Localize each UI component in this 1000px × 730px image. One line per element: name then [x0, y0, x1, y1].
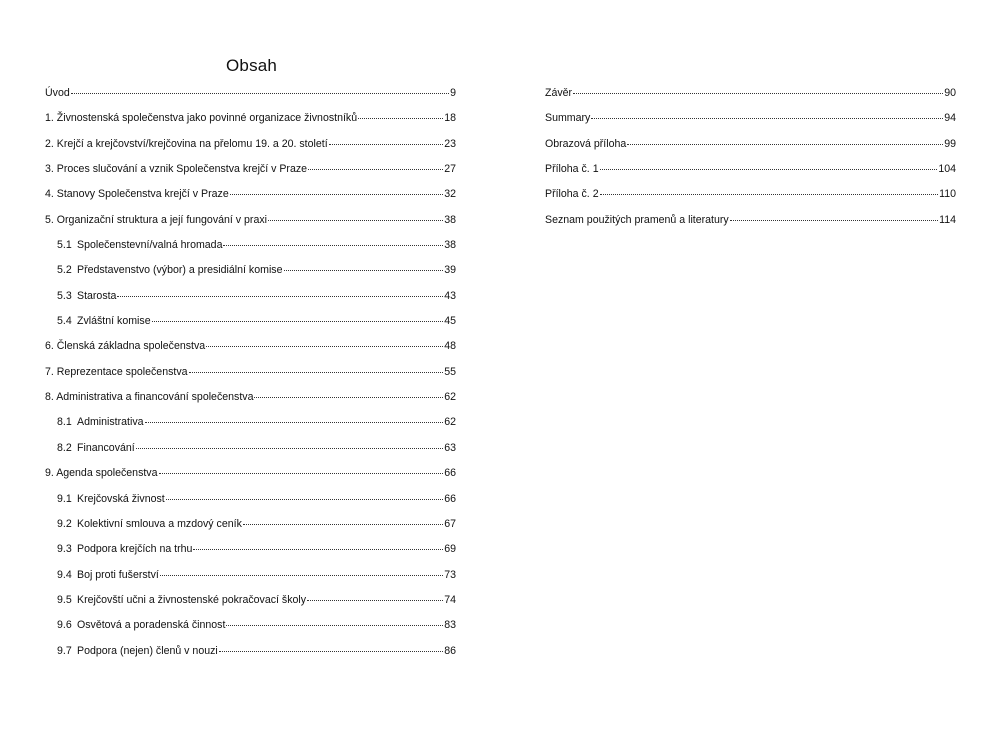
dot-leader — [71, 92, 449, 94]
toc-entry-page: 74 — [444, 593, 456, 606]
toc-entry-page: 39 — [444, 264, 456, 277]
dot-leader — [145, 421, 444, 423]
toc-subentry[interactable] — [45, 441, 456, 466]
toc-entry[interactable] — [545, 137, 956, 162]
dot-leader — [254, 396, 443, 398]
toc-entry[interactable] — [45, 111, 456, 136]
toc-entry-page: 55 — [444, 365, 456, 378]
toc-entry-label: Boj proti fušerství — [77, 568, 159, 581]
dot-leader — [166, 498, 443, 500]
toc-entry-label: Podpora (nejen) členů v nouzi — [77, 644, 218, 657]
dot-leader — [152, 320, 444, 322]
toc-entry-number: 9.6 — [57, 619, 72, 632]
toc-entry-label: 5. Organizační struktura a její fungování v praxi — [45, 213, 267, 226]
dot-leader — [627, 143, 943, 145]
toc-entry[interactable] — [45, 390, 456, 415]
toc-entry-label: Summary — [545, 112, 591, 125]
toc-entry-page: 62 — [444, 391, 456, 404]
toc-entry-page: 63 — [444, 441, 456, 454]
toc-subentry[interactable] — [45, 644, 456, 669]
toc-entry-label: Příloha č. 1 — [545, 163, 599, 176]
dot-leader — [219, 650, 443, 652]
dot-leader — [189, 371, 444, 373]
toc-entry-page: 43 — [444, 289, 456, 302]
dot-leader — [159, 472, 444, 474]
toc-entry-page: 73 — [444, 568, 456, 581]
toc-entry[interactable] — [545, 213, 956, 238]
toc-entry-number: 9.3 — [57, 543, 72, 556]
toc-entry-page: 38 — [444, 213, 456, 226]
toc-entry-label: Společenstevní/valná hromada — [77, 239, 223, 252]
toc-entry-label: 7. Reprezentace společenstva — [45, 365, 188, 378]
toc-entry-number: 5.4 — [57, 315, 72, 328]
toc-entry-label: Příloha č. 2 — [545, 188, 599, 201]
toc-entry[interactable] — [545, 187, 956, 212]
toc-entry-page: 90 — [944, 87, 956, 99]
toc-subentry[interactable] — [45, 492, 456, 517]
toc-entry-label: 9. Agenda společenstva — [45, 467, 158, 480]
dot-leader — [573, 92, 943, 94]
toc-left-column — [45, 86, 456, 669]
toc-entry-label: Osvětová a poradenská činnost — [77, 619, 226, 632]
toc-entry-page: 69 — [444, 543, 456, 556]
toc-entry-label: Krejčovská živnost — [77, 492, 165, 505]
toc-entry[interactable] — [45, 162, 456, 187]
toc-entry[interactable] — [45, 187, 456, 212]
toc-entry-label: Starosta — [77, 289, 117, 302]
dot-leader — [284, 269, 444, 271]
toc-entry-page: 48 — [444, 340, 456, 353]
toc-entry-label: 1. Živnostenská společenstva jako povinné organizace živnostníků — [45, 112, 358, 125]
toc-subentry[interactable] — [45, 568, 456, 593]
toc-entry-label: 6. Členská základna společenstva — [45, 340, 206, 353]
toc-entry-number: 5.1 — [57, 239, 72, 252]
toc-right-column — [545, 86, 956, 238]
toc-entry-number: 9.1 — [57, 492, 72, 505]
dot-leader — [600, 193, 939, 195]
toc-entry[interactable] — [45, 466, 456, 491]
toc-subentry[interactable] — [45, 517, 456, 542]
dot-leader — [193, 548, 443, 550]
toc-entry[interactable] — [45, 339, 456, 364]
toc-entry[interactable] — [45, 86, 456, 111]
toc-entry-label: Administrativa — [77, 416, 144, 429]
toc-entry-page: 66 — [444, 492, 456, 505]
toc-entry-page: 104 — [938, 163, 956, 176]
toc-entry-page: 66 — [444, 467, 456, 480]
toc-subentry[interactable] — [45, 289, 456, 314]
toc-entry-number: 5.3 — [57, 289, 72, 302]
dot-leader — [591, 117, 943, 119]
toc-entry-page: 18 — [444, 112, 456, 125]
toc-entry-number: 9.2 — [57, 517, 72, 530]
dot-leader — [243, 523, 443, 525]
toc-subentry[interactable] — [45, 415, 456, 440]
toc-subentry[interactable] — [45, 618, 456, 643]
toc-entry-page: 86 — [444, 644, 456, 657]
toc-entry[interactable] — [545, 111, 956, 136]
toc-entry-page: 23 — [444, 137, 456, 150]
dot-leader — [160, 574, 443, 576]
toc-entry-label: 2. Krejčí a krejčovství/krejčovina na přelomu 19. a 20. století — [45, 137, 328, 150]
toc-entry[interactable] — [545, 162, 956, 187]
toc-entry-number: 9.5 — [57, 593, 72, 606]
toc-entry-number: 9.4 — [57, 568, 72, 581]
toc-entry-page: 99 — [944, 137, 956, 150]
page-title: Obsah — [226, 56, 278, 75]
toc-entry-page: 94 — [944, 112, 956, 125]
toc-entry-label: Zvláštní komise — [77, 315, 151, 328]
dot-leader — [117, 295, 443, 297]
toc-entry-label: Kolektivní smlouva a mzdový ceník — [77, 517, 242, 530]
dot-leader — [223, 244, 443, 246]
dot-leader — [329, 143, 444, 145]
dot-leader — [307, 599, 443, 601]
toc-entry-page: 32 — [444, 188, 456, 201]
toc-entry-label: 8. Administrativa a financování společenstva — [45, 391, 254, 404]
toc-entry-label: Obrazová příloha — [545, 137, 627, 150]
toc-entry-page: 114 — [939, 213, 956, 226]
toc-entry-page: 38 — [444, 239, 456, 252]
dot-leader — [730, 219, 938, 221]
toc-entry[interactable] — [45, 213, 456, 238]
toc-entry-number: 8.2 — [57, 441, 72, 454]
toc-entry-label: Úvod — [45, 87, 70, 99]
toc-entry-number: 5.2 — [57, 264, 72, 277]
toc-entry-label: Závěr — [545, 87, 573, 99]
dot-leader — [600, 168, 938, 170]
toc-entry-label: Seznam použitých pramenů a literatury — [545, 213, 729, 226]
toc-entry-page: 9 — [450, 87, 456, 99]
dot-leader — [226, 624, 443, 626]
toc-subentry[interactable] — [45, 593, 456, 618]
dot-leader — [206, 345, 443, 347]
toc-entry-label: Představenstvo (výbor) a presidiální komise — [77, 264, 283, 277]
toc-entry-label: Financování — [77, 441, 135, 454]
dot-leader — [268, 219, 443, 221]
toc-subentry[interactable] — [45, 238, 456, 263]
toc-entry-number: 9.7 — [57, 644, 72, 657]
toc-entry-label: Podpora krejčích na trhu — [77, 543, 193, 556]
toc-entry-page: 45 — [444, 315, 456, 328]
dot-leader — [308, 168, 443, 170]
toc-entry-page: 27 — [444, 163, 456, 176]
toc-entry-page: 110 — [939, 188, 956, 201]
toc-entry-label: 3. Proces slučování a vznik Společenstva krejčí v Praze — [45, 163, 308, 176]
dot-leader — [358, 117, 443, 119]
toc-entry[interactable] — [45, 365, 456, 390]
toc-entry-number: 8.1 — [57, 416, 72, 429]
toc-subentry[interactable] — [45, 314, 456, 339]
toc-entry-label: Krejčovští učni a živnostenské pokračovací školy — [77, 593, 307, 606]
dot-leader — [230, 193, 443, 195]
toc-entry[interactable] — [545, 86, 956, 111]
toc-entry-page: 83 — [444, 619, 456, 632]
toc-entry-page: 67 — [444, 517, 456, 530]
dot-leader — [136, 447, 443, 449]
toc-entry-label: 4. Stanovy Společenstva krejčí v Praze — [45, 188, 229, 201]
toc-entry-page: 62 — [444, 416, 456, 429]
toc-entry[interactable] — [45, 137, 456, 162]
toc-subentry[interactable] — [45, 542, 456, 567]
toc-subentry[interactable] — [45, 263, 456, 288]
